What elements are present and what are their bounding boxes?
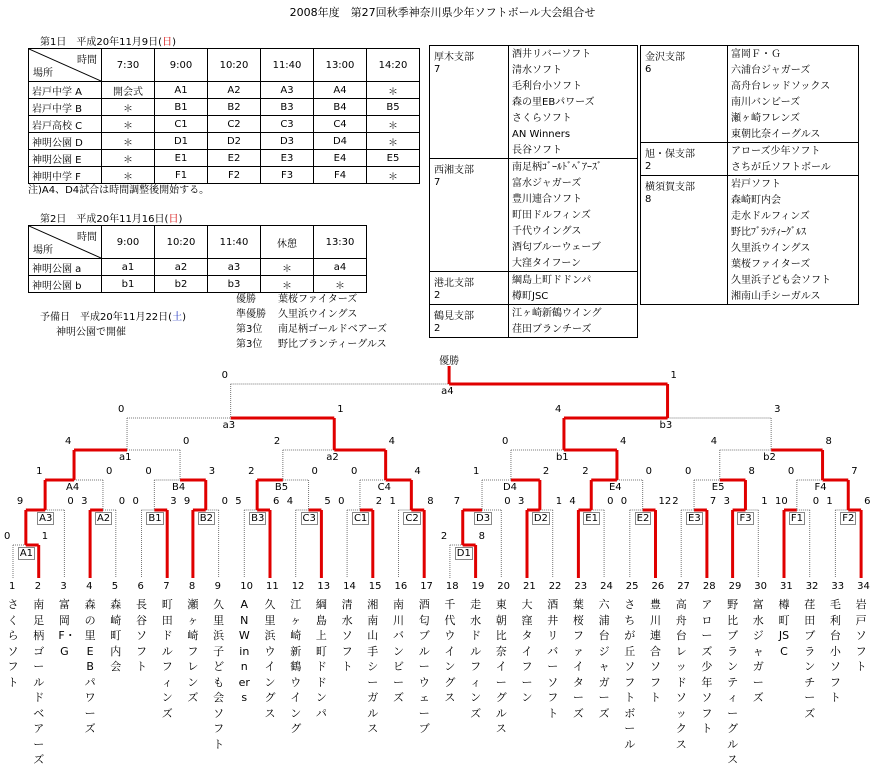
day1-weekday: 日 — [162, 37, 173, 48]
branch-team: 綱島上町ドドンパ — [512, 275, 592, 286]
game-label: B2 — [199, 513, 213, 524]
score: 1 — [473, 466, 480, 477]
game-cell: ＊ — [102, 150, 155, 167]
venue-cell: 岩戸中学 B — [29, 99, 102, 116]
score: 0 — [105, 466, 113, 477]
game-cell: b1 — [102, 276, 155, 293]
team-name: 江ヶ崎新鶴ウイング — [290, 598, 302, 735]
score: 1 — [761, 496, 768, 507]
score: 0 — [812, 496, 820, 507]
game-label: F2 — [842, 513, 855, 524]
branch-name: 横須賀支部 — [645, 182, 695, 193]
team-name: 毛利台小ソフト — [829, 598, 841, 704]
game-cell: a4 — [314, 259, 367, 276]
team-number: 29 — [728, 581, 742, 592]
score: 2 — [375, 496, 383, 507]
time-header: 11:40 — [261, 49, 314, 82]
game-cell: b3 — [208, 276, 261, 293]
score: 3 — [170, 496, 177, 507]
game-label: b3 — [659, 420, 673, 431]
branch-count: 8 — [645, 194, 652, 205]
branch-team: 富岡Ｆ・Ｇ — [731, 49, 781, 60]
team-number: 12 — [291, 581, 305, 592]
game-cell: b2 — [155, 276, 208, 293]
result-row: 第3位 野比ブランティーグルス — [236, 339, 387, 350]
game-label: b2 — [763, 452, 776, 463]
team-name: 千代ウイングス — [444, 598, 456, 704]
game-label: C4 — [377, 482, 391, 493]
team-name: さちが丘ソフトボール — [624, 598, 636, 751]
game-label: E3 — [688, 513, 701, 524]
game-cell: a2 — [155, 259, 208, 276]
branch-team: 豊川連合ソフト — [512, 194, 582, 205]
team-number: 18 — [445, 581, 459, 592]
day1-label: 第1日 平成20年11月9日(日) — [40, 37, 176, 48]
score: 0 — [685, 466, 692, 477]
game-cell: C3 — [261, 116, 314, 133]
score: 0 — [620, 496, 628, 507]
team-name: 荏田ブランチーズ — [804, 598, 816, 720]
score: 0 — [118, 404, 125, 415]
score: 1 — [389, 496, 396, 507]
game-cell: a3 — [208, 259, 261, 276]
page-title: 2008年度 第27回秋季神奈川県少年ソフトボール大会組合せ — [289, 6, 596, 19]
team-number: 14 — [343, 581, 356, 592]
score: 4 — [710, 436, 718, 447]
team-number: 20 — [497, 581, 511, 592]
branch-team: 森崎町内会 — [731, 195, 781, 206]
score: 2 — [248, 466, 255, 477]
score: 0 — [4, 531, 11, 542]
game-cell: ＊ — [261, 259, 314, 276]
branch-team: 六浦台ジャガーズ — [731, 65, 811, 76]
result-row: 第3位 南足柄ゴールドベアーズ — [236, 324, 387, 335]
game-label: A1 — [19, 548, 34, 559]
team-name: AN Winners — [238, 598, 250, 704]
game-label: A2 — [96, 513, 111, 524]
game-cell: 開会式 — [102, 82, 155, 99]
score: 3 — [518, 496, 525, 507]
game-label: B3 — [251, 513, 265, 524]
team-number: 5 — [111, 581, 119, 592]
team-name: アローズ少年ソフト — [701, 598, 713, 735]
time-header: 13:00 — [314, 49, 367, 82]
game-cell: E2 — [208, 150, 261, 167]
branch-team: 毛利台小ソフト — [512, 81, 582, 92]
game-label: D4 — [502, 482, 517, 493]
score: 0 — [645, 466, 653, 477]
result-row: 優勝 葉桜ファイターズ — [236, 294, 358, 305]
team-number: 28 — [702, 581, 716, 592]
branch-team: 荏田ブランチーズ — [512, 324, 592, 335]
branch-team: 瀬ヶ崎フレンズ — [731, 113, 801, 124]
game-cell: ＊ — [261, 276, 314, 293]
score: 5 — [324, 496, 331, 507]
branch-team: 東朝比奈イーグルス — [731, 129, 821, 140]
game-label: F1 — [790, 513, 803, 524]
branch-team: 酒匂ブルーウェーブ — [512, 242, 601, 253]
score: 0 — [350, 466, 358, 477]
time-header: 13:30 — [314, 226, 367, 259]
game-cell: B3 — [261, 99, 314, 116]
score: 0 — [67, 496, 74, 507]
score: 0 — [145, 466, 152, 477]
team-number: 7 — [163, 581, 170, 592]
score: 4 — [388, 436, 396, 447]
team-name: 岩戸ソフト — [855, 598, 867, 673]
team-number: 2 — [34, 581, 42, 592]
game-label: E5 — [711, 482, 725, 493]
game-label: B1 — [148, 513, 162, 524]
score: 1 — [41, 531, 49, 542]
branch-team: さちが丘ソフトボール — [731, 162, 831, 173]
time-header: 11:40 — [208, 226, 261, 259]
score: 0 — [504, 496, 511, 507]
team-number: 11 — [266, 581, 279, 592]
game-cell: A1 — [155, 82, 208, 99]
game-cell: ＊ — [367, 133, 420, 150]
team-name: 南川バンビーズ — [393, 598, 404, 704]
branch-count: 7 — [434, 177, 441, 188]
branch-team: 野比ﾌﾞﾗﾝﾃｨｰｸﾞﾙｽ — [731, 227, 806, 238]
score: 9 — [183, 496, 191, 507]
score: 3 — [81, 496, 88, 507]
game-label: B5 — [274, 482, 289, 493]
score: 8 — [427, 496, 434, 507]
branch-team: 樽町JSC — [512, 291, 549, 302]
team-name: 樽町JSC — [778, 598, 790, 658]
branch-count: 7 — [434, 64, 441, 75]
game-cell: C1 — [155, 116, 208, 133]
game-cell: D1 — [155, 133, 208, 150]
score: 6 — [864, 496, 871, 507]
branch-team: 久里浜ウイングス — [731, 243, 811, 254]
score: 5 — [235, 496, 242, 507]
game-cell: D2 — [208, 133, 261, 150]
score: 4 — [65, 436, 72, 447]
team-number: 3 — [60, 581, 67, 592]
reserve-weekday: 土 — [172, 312, 183, 323]
reserve-day-label: 予備日 平成20年11月22日(土) — [40, 312, 186, 323]
branch-name: 厚木支部 — [434, 52, 474, 63]
game-cell: a1 — [102, 259, 155, 276]
score: 1 — [826, 496, 833, 507]
game-label: a2 — [326, 452, 339, 463]
branch-team: 湘南山手シーガルス — [731, 291, 821, 302]
team-number: 27 — [677, 581, 690, 592]
score: 10 — [775, 496, 788, 507]
game-cell: F1 — [155, 167, 208, 184]
game-cell: ＊ — [367, 82, 420, 99]
team-name: 久里浜ウイングス — [264, 598, 276, 720]
game-cell: ＊ — [102, 167, 155, 184]
venue-cell: 神明公園 a — [29, 259, 102, 276]
game-cell: B2 — [208, 99, 261, 116]
team-name: 富岡F・G — [58, 598, 76, 658]
score: 0 — [607, 496, 614, 507]
team-number: 17 — [420, 581, 433, 592]
branch-team: 江ヶ崎新鶴ウイング — [512, 308, 602, 319]
score: 12 — [658, 496, 672, 507]
score: 9 — [16, 496, 24, 507]
team-number: 13 — [317, 581, 331, 592]
game-cell: B1 — [155, 99, 208, 116]
game-label: A3 — [39, 513, 53, 524]
game-cell: D4 — [314, 133, 367, 150]
branch-team: 走水ドルフィンズ — [731, 211, 810, 222]
score: 1 — [670, 370, 677, 381]
score: 0 — [183, 436, 190, 447]
branch-team: 大窪タイフーン — [512, 258, 581, 269]
game-label: F3 — [739, 513, 752, 524]
team-number: 15 — [368, 581, 382, 592]
team-name: 南足柄ゴールドベアーズ — [33, 598, 45, 766]
branch-name: 港北支部 — [434, 278, 474, 289]
game-cell: A2 — [208, 82, 261, 99]
team-number: 31 — [780, 581, 793, 592]
team-name: 高舟台レッドソックス — [675, 598, 687, 751]
score: 2 — [672, 496, 679, 507]
game-cell: B5 — [367, 99, 420, 116]
game-cell: B4 — [314, 99, 367, 116]
time-header: 9:00 — [102, 226, 155, 259]
score: 2 — [542, 466, 550, 477]
score: 1 — [337, 404, 344, 415]
score: 0 — [501, 436, 509, 447]
branch-team: AN Winners — [512, 129, 571, 140]
team-number: 22 — [548, 581, 562, 592]
score: 0 — [311, 466, 318, 477]
game-cell: F4 — [314, 167, 367, 184]
team-number: 30 — [754, 581, 768, 592]
team-name: さくらソフト — [7, 598, 19, 689]
team-number: 26 — [651, 581, 665, 592]
day1-note: 注)A4、D4試合は時間調整後開始する。 — [28, 185, 210, 196]
score: 0 — [221, 370, 229, 381]
game-cell: ＊ — [367, 116, 420, 133]
team-number: 33 — [831, 581, 845, 592]
venue-cell: 神明公園 E — [29, 150, 102, 167]
time-header: 10:20 — [155, 226, 208, 259]
game-label: b1 — [555, 452, 569, 463]
game-label: E1 — [585, 513, 598, 524]
branch-team: 久里浜子ども会ソフト — [731, 275, 831, 286]
branch-team: 町田ドルフィンズ — [512, 210, 591, 221]
branch-count: 2 — [434, 323, 441, 334]
team-name: 森崎町内会 — [110, 598, 122, 673]
team-number: 34 — [857, 581, 870, 592]
day2-label: 第2日 平成20年11月16日(日) — [40, 214, 183, 225]
score: 4 — [569, 496, 576, 507]
venue-cell: 岩戸高校 C — [29, 116, 102, 133]
score: 1 — [555, 496, 563, 507]
day2-weekday: 日 — [168, 214, 179, 225]
team-number: 16 — [394, 581, 408, 592]
branch-team: 清水ソフト — [512, 65, 562, 76]
score: 8 — [478, 531, 485, 542]
game-cell: ＊ — [367, 167, 420, 184]
team-name: 走水ドルフィンズ — [470, 598, 482, 720]
game-cell: C4 — [314, 116, 367, 133]
branch-name: 西湘支部 — [434, 165, 474, 176]
branch-name: 鶴見支部 — [434, 311, 474, 322]
team-name: 酒井リバーソフト — [547, 598, 559, 720]
game-label: A4 — [66, 482, 80, 493]
score: 2 — [440, 531, 448, 542]
score: 0 — [338, 496, 345, 507]
branch-count: 2 — [434, 290, 441, 301]
team-name: 酒匂ブルーウェーブ — [418, 598, 430, 735]
game-cell: E3 — [261, 150, 314, 167]
game-label: D3 — [476, 513, 491, 524]
score: 3 — [208, 466, 216, 477]
team-name: 瀬ヶ崎フレンズ — [187, 598, 199, 704]
venue-cell: 神明公園 b — [29, 276, 102, 293]
time-header: 10:20 — [208, 49, 261, 82]
branch-name: 旭・保支部 — [645, 149, 695, 160]
game-cell: ＊ — [102, 116, 155, 133]
time-header: 7:30 — [102, 49, 155, 82]
team-name: 清水ソフト — [341, 598, 353, 673]
team-number: 19 — [471, 581, 485, 592]
team-number: 4 — [86, 581, 93, 592]
score: 2 — [582, 466, 589, 477]
game-label: a1 — [119, 452, 132, 463]
team-number: 8 — [188, 581, 196, 592]
game-cell: E5 — [367, 150, 420, 167]
score: 3 — [723, 496, 730, 507]
team-name: 長谷ソフト — [136, 598, 147, 673]
game-label: D2 — [533, 513, 548, 524]
branch-team: 富水ジャガーズ — [512, 178, 582, 189]
game-cell: F2 — [208, 167, 261, 184]
game-label: C2 — [405, 513, 419, 524]
game-cell: F3 — [261, 167, 314, 184]
team-number: 32 — [805, 581, 819, 592]
game-cell: E1 — [155, 150, 208, 167]
team-name: 野比ブランティーグルス — [727, 598, 739, 766]
score: 0 — [118, 496, 126, 507]
team-number: 23 — [574, 581, 588, 592]
game-label: B4 — [172, 482, 186, 493]
score: 8 — [825, 436, 832, 447]
team-number: 1 — [9, 581, 16, 592]
champion-label: 優勝 — [439, 356, 460, 367]
game-label: C3 — [302, 513, 316, 524]
branch-count: 2 — [645, 161, 652, 172]
branch-team: 高舟台レッドソックス — [731, 81, 831, 92]
score: 4 — [286, 496, 294, 507]
score: 0 — [787, 466, 795, 477]
team-name: 東朝比奈イーグルス — [495, 598, 507, 735]
game-label: E2 — [636, 513, 650, 524]
team-number: 9 — [214, 581, 221, 592]
time-header: 14:20 — [367, 49, 420, 82]
score: 7 — [851, 466, 858, 477]
score: 3 — [774, 404, 781, 415]
team-name: 綱島上町ドドンパ — [315, 598, 327, 720]
team-number: 21 — [523, 581, 536, 592]
game-cell: D3 — [261, 133, 314, 150]
branch-team: 南川バンビーズ — [731, 97, 801, 108]
venue-cell: 岩戸中学 A — [29, 82, 102, 99]
game-cell: A3 — [261, 82, 314, 99]
team-name: 久里浜子ども会ソフト — [213, 598, 225, 751]
score: 8 — [748, 466, 755, 477]
team-name: 町田ドルフィンズ — [161, 598, 173, 720]
score: 7 — [709, 496, 717, 507]
score: 4 — [414, 466, 421, 477]
branch-team: 酒井リバーソフト — [512, 49, 592, 60]
time-header: 休憩 — [261, 226, 314, 259]
game-cell: C2 — [208, 116, 261, 133]
score: 7 — [453, 496, 461, 507]
branch-team: アローズ少年ソフト — [731, 146, 821, 157]
game-cell: ＊ — [102, 133, 155, 150]
venue-cell: 神明中学 F — [29, 167, 102, 184]
score: 4 — [554, 404, 562, 415]
score: 0 — [221, 496, 228, 507]
game-label: D1 — [456, 548, 471, 559]
team-number: 6 — [137, 581, 144, 592]
branch-team: 葉桜ファイターズ — [731, 259, 811, 270]
score: 2 — [273, 436, 281, 447]
game-label: a3 — [222, 420, 236, 431]
venue-cell: 神明公園 D — [29, 133, 102, 150]
team-name: 湘南山手シーガルス — [367, 598, 379, 735]
team-name: 森の里EBパワーズ — [84, 598, 96, 735]
game-cell: A4 — [314, 82, 367, 99]
team-number: 10 — [240, 581, 254, 592]
game-label: F4 — [814, 482, 827, 493]
team-number: 25 — [625, 581, 639, 592]
game-cell: E4 — [314, 150, 367, 167]
branch-team: 千代ウイングス — [512, 226, 582, 237]
team-name: 葉桜ファイターズ — [572, 598, 584, 720]
branch-team: さくらソフト — [512, 113, 572, 124]
branch-count: 6 — [645, 64, 652, 75]
team-number: 24 — [600, 581, 613, 592]
team-name: 豊川連合ソフト — [650, 598, 661, 704]
branch-name: 金沢支部 — [645, 52, 685, 63]
score: 0 — [132, 496, 139, 507]
game-cell: ＊ — [314, 276, 367, 293]
score: 4 — [619, 436, 627, 447]
branch-team: 岩戸ソフト — [731, 179, 781, 190]
team-name: 六浦台ジャガーズ — [598, 598, 610, 720]
team-name: 富水ジャガーズ — [752, 598, 764, 704]
game-label: E4 — [608, 482, 622, 493]
game-label: a4 — [441, 386, 454, 397]
score: 6 — [273, 496, 280, 507]
day1-header-corner: 時間 場所 — [29, 49, 102, 82]
team-name: 大窪タイフーン — [521, 598, 533, 704]
branch-team: 長谷ソフト — [512, 145, 562, 156]
result-row: 準優勝 久里浜ウイングス — [236, 309, 358, 320]
reserve-venue: 神明公園で開催 — [56, 327, 126, 338]
score: 1 — [36, 466, 43, 477]
branch-team: 森の里EBパワーズ — [512, 97, 595, 108]
day2-header-corner: 時間 場所 — [29, 226, 102, 259]
branch-team: 南足柄ｺﾞｰﾙﾄﾞﾍﾞｱｰｽﾞ — [512, 162, 602, 173]
time-header: 9:00 — [155, 49, 208, 82]
game-label: C1 — [353, 513, 368, 524]
game-cell: ＊ — [102, 99, 155, 116]
